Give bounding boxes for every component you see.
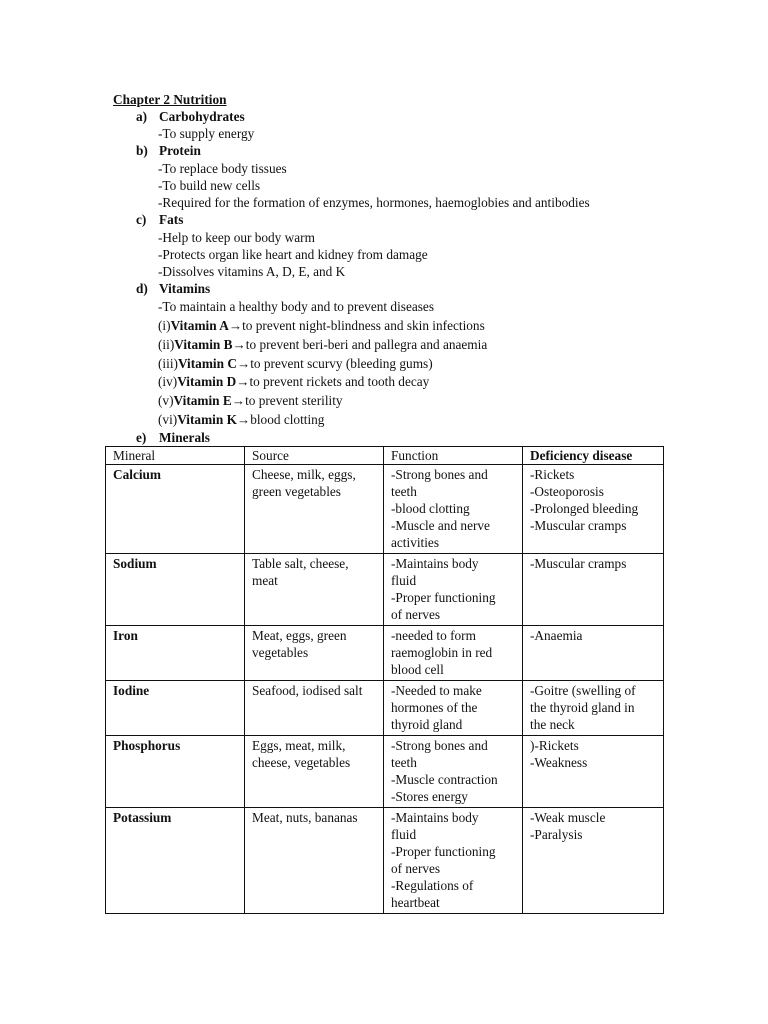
vitamin-number: (iv) [158, 374, 178, 389]
vitamin-item [158, 411, 324, 428]
function-cell: -needed to form raemoglobin in red blood cell [384, 626, 523, 681]
section-d-intro: -To maintain a healthy body and to prevent diseases [158, 299, 435, 314]
function-cell: -Maintains body fluid -Proper functioning of nerves -Regulations of heartbeat [384, 808, 523, 914]
column-header-mineral: Mineral [106, 447, 245, 465]
section-e-label: e) [136, 430, 147, 445]
page-title: Chapter 2 Nutrition [113, 92, 227, 107]
vitamin-item [158, 373, 429, 390]
section-d-label: d) [136, 281, 148, 296]
section-b-line: -To build new cells [158, 178, 261, 193]
section-e-heading: Minerals [159, 430, 210, 445]
source-cell: Cheese, milk, eggs, green vegetables [245, 465, 384, 554]
vitamin-number: (v) [158, 393, 174, 408]
deficiency-cell: -Goitre (swelling of the thyroid gland in the neck [523, 681, 664, 736]
arrow-icon: → [231, 393, 246, 408]
deficiency-cell: -Anaemia [523, 626, 664, 681]
table-row [106, 554, 664, 626]
arrow-icon: → [228, 318, 243, 333]
vitamin-number: (ii) [158, 337, 175, 352]
vitamin-text: to prevent rickets and tooth decay [249, 374, 430, 389]
vitamin-item [158, 355, 433, 372]
column-header-source: Source [245, 447, 384, 465]
mineral-name: Phosphorus [106, 736, 245, 808]
section-d-heading: Vitamins [159, 281, 211, 296]
vitamin-number: (i) [158, 318, 171, 333]
table-row [106, 626, 664, 681]
vitamin-name: Vitamin C [177, 356, 237, 371]
mineral-name: Potassium [106, 808, 245, 914]
deficiency-cell: -Muscular cramps [523, 554, 664, 626]
vitamin-text: blood clotting [250, 412, 325, 427]
arrow-icon: → [236, 374, 250, 389]
mineral-name: Iodine [106, 681, 245, 736]
vitamin-name: Vitamin E [173, 393, 232, 408]
mineral-name: Sodium [106, 554, 245, 626]
vitamin-text: to prevent sterility [245, 393, 343, 408]
vitamin-text: to prevent beri-beri and pallegra and anaemia [245, 337, 488, 352]
deficiency-cell: -Rickets -Osteoporosis -Prolonged bleeding -Muscular cramps [523, 465, 664, 554]
section-c-line: -Help to keep our body warm [158, 230, 315, 245]
vitamin-name: Vitamin D [177, 374, 237, 389]
vitamin-name: Vitamin B [174, 337, 233, 352]
arrow-icon: → [236, 412, 251, 427]
vitamin-text: to prevent night-blindness and skin infections [242, 318, 485, 333]
source-cell: Meat, nuts, bananas [245, 808, 384, 914]
table-row [106, 681, 664, 736]
vitamin-item [158, 392, 343, 409]
function-cell: -Needed to make hormones of the thyroid gland [384, 681, 523, 736]
function-cell: -Strong bones and teeth -Muscle contraction -Stores energy [384, 736, 523, 808]
column-header-function: Function [384, 447, 523, 465]
section-a-line: -To supply energy [158, 126, 255, 141]
column-header-deficiency: Deficiency disease [523, 447, 664, 465]
vitamin-name: Vitamin A [170, 318, 229, 333]
function-cell: -Maintains body fluid -Proper functioning of nerves [384, 554, 523, 626]
vitamin-number: (iii) [158, 356, 178, 371]
function-cell: -Strong bones and teeth -blood clotting -Muscle and nerve activities [384, 465, 523, 554]
arrow-icon: → [236, 356, 251, 371]
section-c-heading: Fats [159, 212, 184, 227]
source-cell: Seafood, iodised salt [245, 681, 384, 736]
minerals-table [105, 446, 664, 914]
table-row [106, 465, 664, 554]
section-b-heading: Protein [159, 143, 201, 158]
mineral-name: Iron [106, 626, 245, 681]
table-row [106, 736, 664, 808]
section-a-heading: Carbohydrates [159, 109, 245, 124]
section-c-line: -Protects organ like heart and kidney from damage [158, 247, 428, 262]
section-c-label: c) [136, 212, 147, 227]
section-b-line: -To replace body tissues [158, 161, 287, 176]
source-cell: Table salt, cheese, meat [245, 554, 384, 626]
deficiency-cell: -Weak muscle -Paralysis [523, 808, 664, 914]
vitamin-item [158, 336, 487, 353]
source-cell: Meat, eggs, green vegetables [245, 626, 384, 681]
vitamin-number: (vi) [158, 412, 178, 427]
table-row [106, 808, 664, 914]
vitamin-text: to prevent scurvy (bleeding gums) [250, 356, 433, 371]
table-header-row [106, 447, 664, 465]
section-b-label: b) [136, 143, 148, 158]
source-cell: Eggs, meat, milk, cheese, vegetables [245, 736, 384, 808]
section-b-line: -Required for the formation of enzymes, hormones, haemoglobies and antibodies [158, 195, 590, 210]
vitamin-item [158, 317, 485, 334]
mineral-name: Calcium [106, 465, 245, 554]
vitamin-name: Vitamin K [177, 412, 237, 427]
section-a-label: a) [136, 109, 148, 124]
section-c-line: -Dissolves vitamins A, D, E, and K [158, 264, 346, 279]
deficiency-cell: )-Rickets -Weakness [523, 736, 664, 808]
arrow-icon: → [232, 337, 246, 352]
